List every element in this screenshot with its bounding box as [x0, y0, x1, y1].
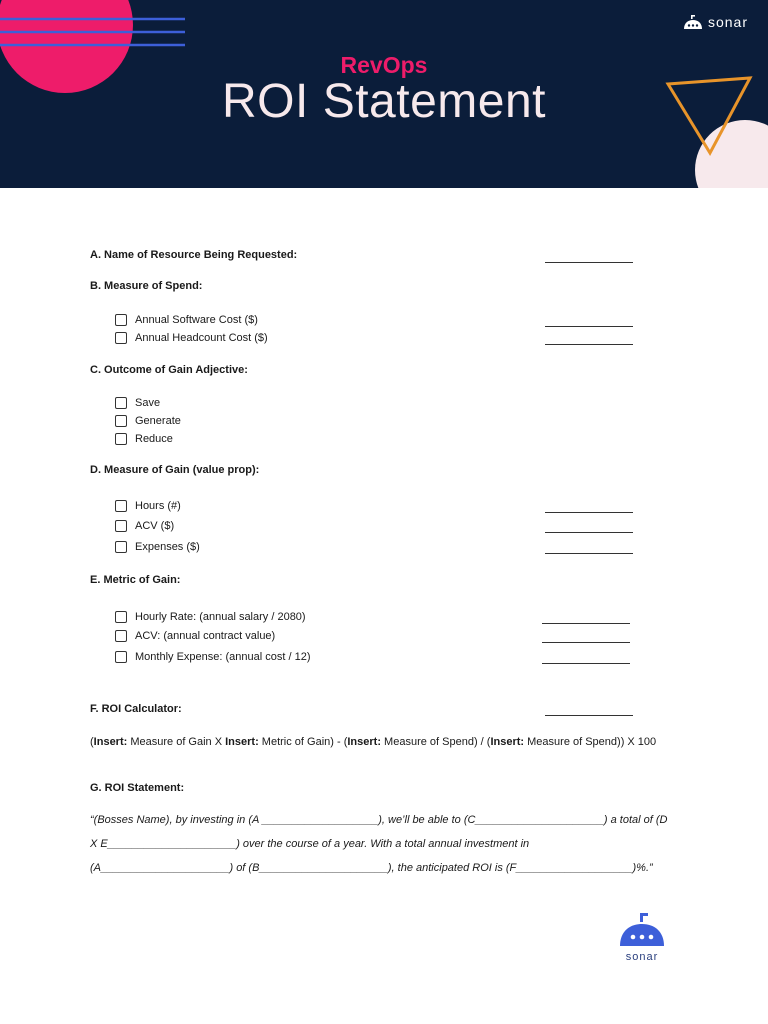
- checkbox[interactable]: [115, 541, 127, 553]
- checkbox[interactable]: [115, 332, 127, 344]
- section-g-label: G. ROI Statement:: [90, 782, 185, 794]
- monthly-expense-blank[interactable]: [542, 663, 630, 664]
- software-cost-blank[interactable]: [545, 326, 633, 327]
- option-generate[interactable]: [115, 415, 181, 427]
- formula-part-2: Metric of Gain) - (: [258, 736, 348, 748]
- option-monthly-expense[interactable]: [115, 651, 310, 663]
- section-b-label: B. Measure of Spend:: [90, 280, 203, 292]
- headcount-cost-blank[interactable]: [545, 344, 633, 345]
- formula-part-4: Measure of Spend)) X 100: [524, 736, 657, 748]
- hours-blank[interactable]: [545, 512, 633, 513]
- roi-calculator-blank[interactable]: [545, 715, 633, 716]
- option-label: Reduce: [135, 433, 173, 445]
- formula-insert-1: Insert:: [93, 736, 128, 748]
- option-label: Save: [135, 397, 161, 409]
- checkbox[interactable]: [115, 651, 127, 663]
- roi-formula: [90, 736, 656, 748]
- formula-insert-4: Insert:: [490, 736, 525, 748]
- formula-open: (: [90, 736, 94, 748]
- checkbox[interactable]: [115, 500, 127, 512]
- option-acv[interactable]: [115, 520, 174, 532]
- hourly-rate-blank[interactable]: [542, 623, 630, 624]
- brand-name: sonar: [707, 14, 748, 30]
- formula-insert-3: Insert:: [347, 736, 381, 748]
- statement-line-3: (A_____________________) of (B_____________________), the anticipated ROI is (F___________________)%.”: [90, 862, 653, 874]
- section-d-label: D. Measure of Gain (value prop):: [90, 464, 260, 476]
- statement-line-1: “(Bosses Name), by investing in (A ___________________), we’ll be able to (C_____________________) a total of (D: [90, 814, 668, 826]
- checkbox[interactable]: [115, 415, 127, 427]
- option-annual-headcount-cost[interactable]: [115, 332, 268, 344]
- option-acv-metric[interactable]: [115, 630, 275, 642]
- resource-name-blank[interactable]: [545, 262, 633, 263]
- option-label: Hourly Rate: (annual salary / 2080): [135, 611, 306, 623]
- header-kicker: RevOps: [340, 52, 428, 78]
- option-hours[interactable]: [115, 500, 181, 512]
- checkbox[interactable]: [115, 433, 127, 445]
- checkbox[interactable]: [115, 314, 127, 326]
- formula-part-3: Measure of Spend) / (: [381, 736, 491, 748]
- formula-insert-2: Insert:: [225, 736, 259, 748]
- option-label: ACV: (annual contract value): [135, 630, 276, 642]
- submarine-icon: [616, 912, 668, 948]
- expenses-blank[interactable]: [545, 553, 633, 554]
- option-label: ACV ($): [135, 520, 175, 532]
- option-annual-software-cost[interactable]: [115, 314, 258, 326]
- option-label: Annual Headcount Cost ($): [135, 332, 268, 344]
- option-label: Generate: [135, 415, 181, 427]
- acv-metric-blank[interactable]: [542, 642, 630, 643]
- option-save[interactable]: [115, 397, 160, 409]
- option-expenses[interactable]: [115, 541, 200, 553]
- option-label: Hours (#): [135, 500, 181, 512]
- section-f-label: F. ROI Calculator:: [90, 703, 182, 715]
- option-label: Annual Software Cost ($): [135, 314, 258, 326]
- brand-name: sonar: [625, 951, 659, 963]
- checkbox[interactable]: [115, 520, 127, 532]
- statement-line-2: X E_____________________) over the course of a year. With a total annual investment in: [90, 838, 530, 850]
- option-reduce[interactable]: [115, 433, 173, 445]
- brand-logo-bottom: [612, 912, 672, 963]
- formula-part-1: Measure of Gain X: [127, 736, 226, 748]
- checkbox[interactable]: [115, 611, 127, 623]
- option-label: Monthly Expense: (annual cost / 12): [135, 651, 311, 663]
- section-a-label: A. Name of Resource Being Requested:: [90, 249, 298, 261]
- page-title: ROI Statement: [222, 75, 546, 128]
- checkbox[interactable]: [115, 630, 127, 642]
- option-hourly-rate[interactable]: [115, 611, 306, 623]
- section-e-label: E. Metric of Gain:: [90, 574, 181, 586]
- checkbox[interactable]: [115, 397, 127, 409]
- acv-blank[interactable]: [545, 532, 633, 533]
- section-c-label: C. Outcome of Gain Adjective:: [90, 364, 248, 376]
- option-label: Expenses ($): [135, 541, 200, 553]
